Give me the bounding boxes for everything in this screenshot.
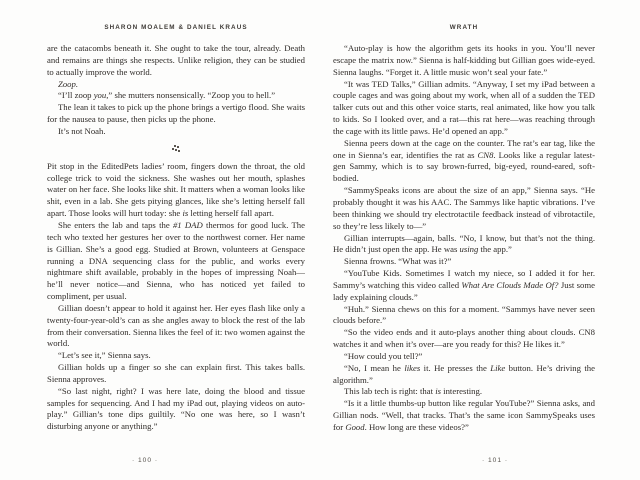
body-text-run: it. He presses the bbox=[420, 362, 491, 373]
right-page-body bbox=[333, 43, 595, 434]
body-text-run: “Huh.” Sienna chews on this for a moment. “Sammys have never seen clouds before.” bbox=[333, 303, 595, 326]
emphasized-text: Good bbox=[345, 422, 365, 432]
emphasized-text: #1 DAD bbox=[172, 219, 203, 230]
body-text-run: interesting. bbox=[441, 386, 483, 397]
paragraph bbox=[333, 327, 595, 351]
paragraph bbox=[47, 102, 305, 126]
body-text-run: This lab tech is right: that bbox=[344, 386, 436, 397]
body-text-run: Just some lady explaining clouds.” bbox=[333, 279, 595, 302]
body-text-run: . How long are these videos?” bbox=[364, 422, 469, 432]
body-text-run: It’s not Noah. bbox=[58, 125, 106, 136]
body-text-run: ,” she mutters nonsensically. “Zoop you to hell.” bbox=[106, 90, 276, 101]
running-head-author: SHARON MOALEM & DANIEL KRAUS bbox=[104, 24, 248, 31]
paragraph bbox=[47, 362, 305, 386]
body-text-run: are the catacombs beneath it. She ought to take the tour, already. Death and remains are things she respects. Unlike religion, they can be studied to actually improve the world. bbox=[47, 43, 305, 77]
body-text-run: Gillian doesn’t appear to hold it against her. Her eyes flash like only a twenty-four-year-old’s can as she angles away to block the rest of the lab from their conversation. Sienna likes the feel of it: two women against the world. bbox=[47, 302, 305, 349]
paragraph bbox=[333, 138, 595, 185]
body-text-run: Gillian interrupts—again, balls. “No, I know, but that’s not the thing. He didn’t just open the app. He was bbox=[333, 232, 595, 255]
body-text-run: the app.” bbox=[478, 244, 512, 255]
paragraph bbox=[47, 90, 305, 102]
paragraph bbox=[333, 79, 595, 138]
paragraph bbox=[333, 363, 595, 387]
emphasized-text: Zoop. bbox=[58, 78, 79, 89]
page-right bbox=[320, 0, 640, 480]
body-text-run: The lean it takes to pick up the phone brings a vertigo flood. She waits for the nausea to pause, then picks up the phone. bbox=[47, 102, 305, 125]
body-text-run: Gillian holds up a finger so she can explain first. This takes balls. Sienna approves. bbox=[47, 362, 305, 384]
paragraph bbox=[333, 351, 595, 363]
body-text-run: . Looks like a regular latest-gen Sammy, which is to say brown-furred, big-eyed, round-eared, soft-bodied. bbox=[333, 149, 595, 184]
emphasized-text: Like bbox=[490, 362, 506, 373]
paragraph bbox=[333, 398, 595, 434]
body-text-run: Pit stop in the EditedPets ladies’ room, fingers down the throat, the old college trick to void the sickness. She washes out her mouth, splashes water on her face. She looks like shit. It matters when a woman looks like shit, even in a lab. She gets pitying glances, like she’s letting herself fall apart. Those looks will hurt today: she bbox=[47, 160, 305, 219]
paragraph bbox=[47, 220, 305, 303]
paragraph bbox=[47, 303, 305, 350]
body-text-run: “No, I mean he bbox=[344, 362, 405, 373]
folio-right: · 101 · bbox=[481, 457, 509, 464]
body-text-run: “So the video ends and it auto-plays another thing about clouds. CN8 watches it and when it’s over—are you ready for this? He likes it.” bbox=[333, 327, 595, 350]
emphasized-text: you bbox=[93, 90, 107, 101]
body-text-run: button. He’s driving the algorithm.” bbox=[333, 362, 595, 385]
body-text-run: “It was TED Talks,” Gillian admits. “Anyway, I set my iPad between a couple cages and was going about my work, when all of a sudden the TED talker cuts out and this other voice starts, real animated, like how you talk to kids. So I looked over, and a rat—this rat here—was reaching through the cage with its little paws. He’d opened an app.” bbox=[333, 78, 595, 136]
emphasized-text: is bbox=[182, 208, 189, 219]
paragraph bbox=[333, 304, 595, 328]
folio-left: · 100 · bbox=[131, 457, 159, 464]
body-text-run: letting herself fall apart. bbox=[188, 208, 274, 219]
left-page-body bbox=[47, 43, 305, 433]
paragraph bbox=[333, 233, 595, 257]
body-text-run: “SammySpeaks icons are about the size of an app,” Sienna says. “He probably thought it was his AAC. The Sammys like haptic vibrations. I’ve been thinking we should try electrotactile feedback instead of vibrotactile, so they’re less likely to—” bbox=[333, 185, 595, 231]
body-text-run: “Let’s see it,” Sienna says. bbox=[58, 350, 151, 361]
body-text-run: “YouTube Kids. Sometimes I watch my niece, so I added it for her. Sammy’s watching this video called bbox=[333, 268, 595, 290]
paragraph bbox=[47, 350, 305, 362]
paragraph bbox=[47, 126, 305, 138]
body-text-run: Sienna frowns. “What was it?” bbox=[344, 256, 452, 267]
body-text-run: She enters the lab and taps the bbox=[58, 219, 173, 230]
emphasized-text: is bbox=[435, 386, 441, 397]
body-text-run: “Auto-play is how the algorithm gets its hooks in you. You’ll never escape the matrix now.” Sienna is half-kidding but Gillian goes wide-eyed. Sienna laughs. “Forget it. A little music won’t seal your fate.” bbox=[333, 43, 595, 77]
paragraph bbox=[333, 268, 595, 304]
paragraph bbox=[47, 43, 305, 79]
body-text-run: “Is it a little thumbs-up button like regular YouTube?” Sienna asks, and Gillian nods. “Well, that tracks. That’s the same icon SammySpeaks uses for bbox=[333, 398, 595, 432]
body-text-run: Sienna peers down at the cage on the counter. The rat’s ear tag, like the one in Sienna’s ear, identifies the rat as bbox=[333, 137, 595, 160]
paragraph bbox=[47, 161, 305, 220]
body-text-run: thermos for good luck. The tech who texted her gestures her over to the northwest corner. Her name is Gillian. She’s a good egg. Studied at Brown, volunteers at Genspace running a DNA sequencing class for the public, and works every nightmare shift available, probably in the hopes of impressing Noah—he’ll never notice—and Sienna, who has noticed yet failed to compliment, per usual. bbox=[47, 219, 305, 302]
paragraph bbox=[333, 43, 595, 79]
running-head-title: WRATH bbox=[449, 24, 479, 31]
emphasized-text: likes bbox=[404, 362, 421, 373]
body-text-run: “How could you tell?” bbox=[344, 350, 423, 361]
body-text-run: “So last night, right? I was here late, doing the blood and tissue samples for sequencing. And I had my iPad out, playing videos on auto-play.” Gillian’s tone dips guiltily. “No one was here, so I wasn’t disturbing anyone or anything.” bbox=[47, 385, 305, 432]
paragraph bbox=[333, 185, 595, 232]
paragraph bbox=[333, 256, 595, 268]
scene-break-ornament-icon bbox=[47, 143, 305, 154]
paragraph bbox=[333, 386, 595, 398]
emphasized-text: CN8 bbox=[477, 149, 494, 160]
emphasized-text: using bbox=[459, 244, 479, 255]
paragraph bbox=[47, 386, 305, 433]
paragraph bbox=[47, 79, 305, 91]
body-text-run: “I’ll zoop bbox=[58, 90, 94, 101]
emphasized-text: What Are Clouds Made Of? bbox=[461, 279, 559, 290]
